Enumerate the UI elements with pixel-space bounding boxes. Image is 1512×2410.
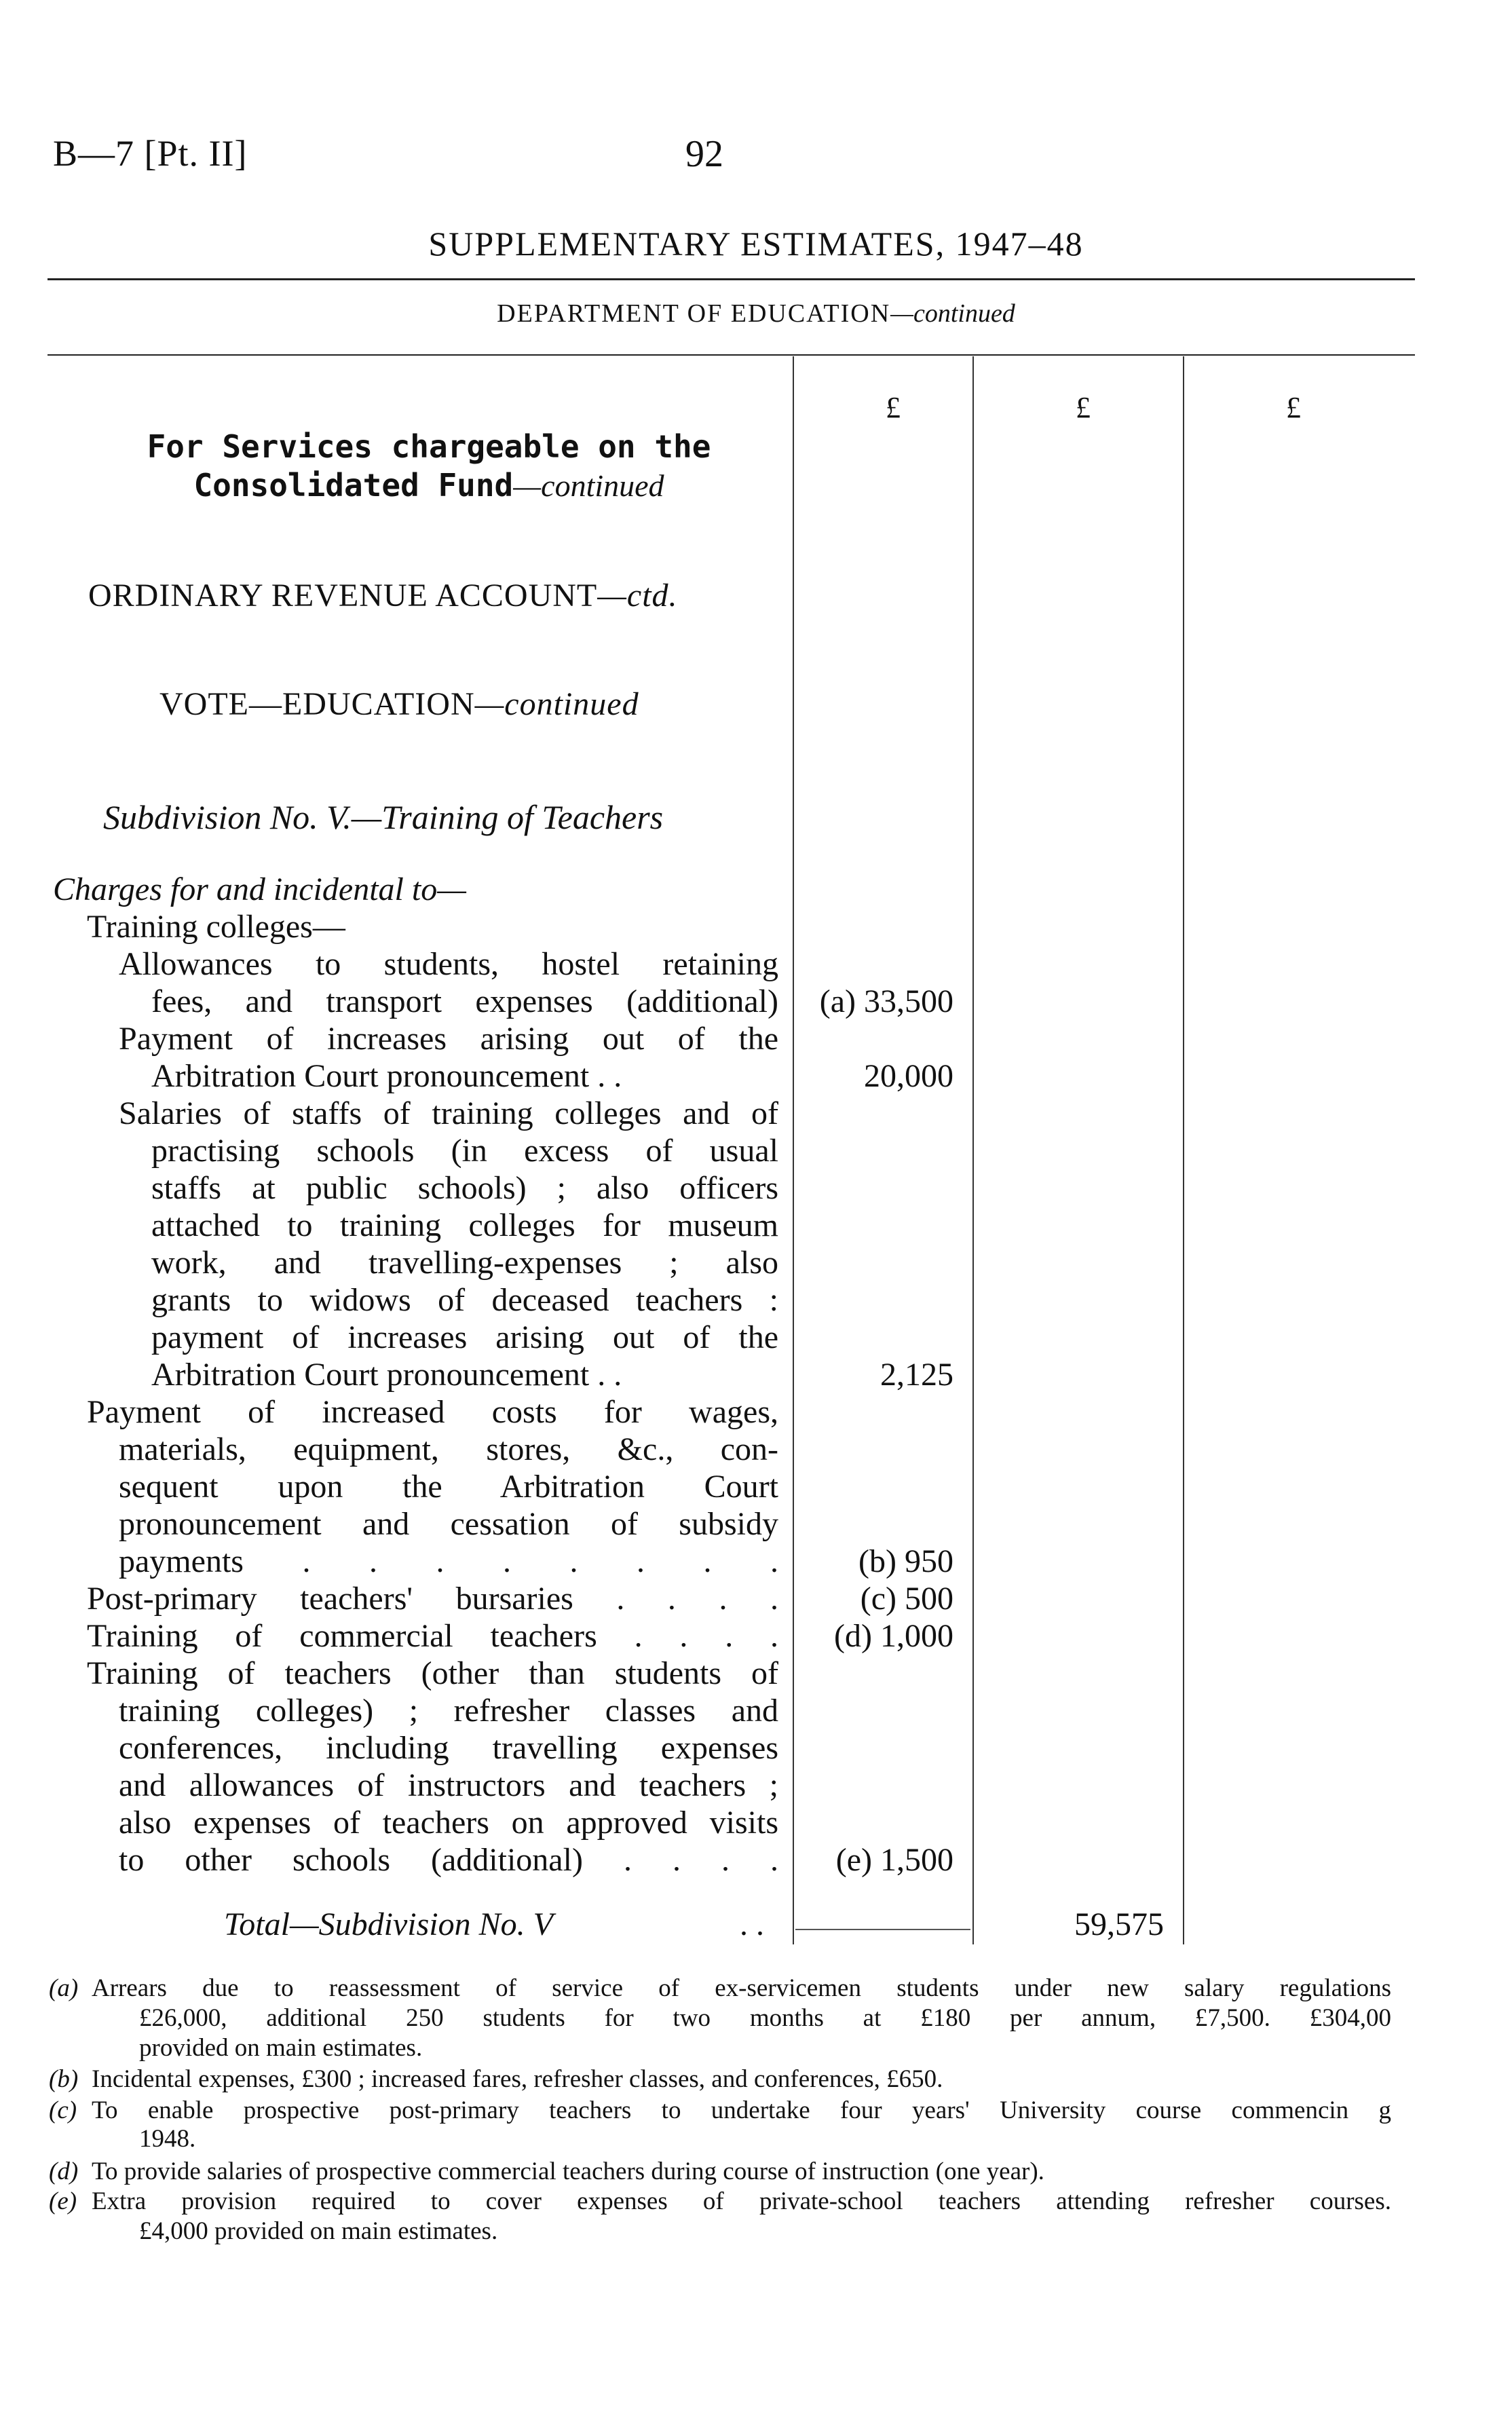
item-line: practising schools (in excess of usual — [151, 1133, 778, 1169]
department-name: DEPARTMENT OF EDUCATION — [497, 299, 891, 328]
item-line: and allowances of instructors and teachers ; — [119, 1767, 778, 1803]
services-suffix: —continued — [513, 468, 664, 503]
total-underline — [795, 1929, 970, 1930]
page-title: SUPPLEMENTARY ESTIMATES, 1947–48 — [428, 225, 1084, 263]
item-line: also expenses of teachers on approved visits — [119, 1805, 778, 1841]
subdivision-heading: Subdivision No. V.—Training of Teachers — [103, 798, 664, 836]
item-line: Payment of increased costs for wages, — [87, 1394, 778, 1430]
item-line: grants to widows of deceased teachers : — [151, 1282, 778, 1318]
item-line: sequent upon the Arbitration Court — [119, 1469, 778, 1505]
column-divider-3 — [1183, 356, 1184, 1944]
item-line: Training of teachers (other than students of — [87, 1655, 778, 1691]
vote-heading — [159, 685, 639, 723]
footnote-text: 1948. — [139, 2125, 196, 2153]
footnote-text: Extra provision required to cover expenses of private-school teachers attending refresher courses. — [92, 2187, 1391, 2215]
footnote-mark: (a) — [49, 1974, 79, 2002]
footnote-text: Arrears due to reassessment of service of ex-servicemen students under new salary regulations — [92, 1974, 1391, 2002]
account-heading — [88, 577, 678, 614]
footnote-mark: (d) — [49, 2158, 79, 2185]
amount-value: (b) 950 — [858, 1543, 953, 1579]
department-suffix: —continued — [890, 299, 1015, 328]
amount-value: (d) 1,000 — [834, 1618, 953, 1654]
item-line: Post-primary teachers' bursaries . . . . — [87, 1581, 778, 1617]
item-line: training colleges) ; refresher classes and — [119, 1693, 778, 1729]
item-line: Training of commercial teachers . . . . — [87, 1618, 778, 1654]
footnote-mark: (c) — [49, 2096, 77, 2124]
vote-suffix: —continued — [474, 686, 639, 722]
total-leader: . . — [740, 1906, 764, 1942]
column-divider-2 — [972, 356, 974, 1944]
amount-value: (a) 33,500 — [819, 983, 953, 1019]
item-line: Arbitration Court pronouncement . . — [151, 1357, 622, 1393]
item-line: work, and travelling-expenses ; also — [151, 1245, 778, 1281]
item-line: pronouncement and cessation of subsidy — [119, 1506, 778, 1542]
account-name: ORDINARY REVENUE ACCOUNT — [88, 578, 598, 614]
footnote-text: provided on main estimates. — [139, 2034, 423, 2062]
services-fund: Consolidated Fund — [193, 467, 514, 504]
account-suffix: —ctd. — [597, 578, 678, 614]
document-reference: B—7 [Pt. II] — [53, 133, 248, 174]
column-divider-1 — [793, 356, 794, 1944]
item-line: to other schools (additional) . . . . — [119, 1842, 778, 1878]
vote-name: VOTE—EDUCATION — [159, 686, 475, 722]
header-rule — [48, 278, 1415, 280]
total-value: 59,575 — [1074, 1906, 1164, 1942]
item-line: Allowances to students, hostel retaining — [119, 946, 778, 982]
footnote-mark: (b) — [49, 2065, 79, 2093]
footnote-text: To provide salaries of prospective commercial teachers during course of instruction (one year). — [92, 2158, 1044, 2185]
department-heading — [0, 299, 1512, 328]
services-line-1: For Services chargeable on the — [147, 428, 711, 465]
footnote-mark: (e) — [49, 2187, 77, 2215]
item-line: Salaries of staffs of training colleges and of — [119, 1095, 778, 1131]
footnote-text: £4,000 provided on main estimates. — [139, 2217, 498, 2245]
item-line: payment of increases arising out of the — [151, 1319, 778, 1355]
item-line: fees, and transport expenses (additional) — [151, 983, 778, 1019]
amount-value: (c) 500 — [860, 1581, 953, 1617]
item-line: Charges for and incidental to— — [53, 871, 466, 907]
footnote-text: To enable prospective post-primary teachers to undertake four years' University course commencin g — [92, 2096, 1391, 2124]
item-line: conferences, including travelling expenses — [119, 1730, 778, 1766]
table-top-rule — [48, 354, 1415, 356]
item-line: Payment of increases arising out of the — [119, 1021, 778, 1057]
item-line: payments . . . . . . . . — [119, 1543, 778, 1579]
item-line: Arbitration Court pronouncement . . — [151, 1058, 622, 1094]
footnote-text: £26,000, additional 250 students for two months at £180 per annum, £7,500. £304,00 — [139, 2004, 1391, 2032]
item-line: staffs at public schools) ; also officers — [151, 1170, 778, 1206]
footnote-text: Incidental expenses, £300 ; increased fares, refresher classes, and conferences, £650. — [92, 2065, 943, 2093]
currency-header-3: £ — [1286, 391, 1301, 424]
currency-header-2: £ — [1076, 391, 1091, 424]
item-line: Training colleges— — [87, 909, 345, 945]
services-line-2 — [117, 466, 741, 505]
services-heading — [117, 428, 741, 505]
item-line: attached to training colleges for museum — [151, 1207, 778, 1243]
total-label: Total—Subdivision No. V — [224, 1906, 553, 1942]
amount-value: 2,125 — [880, 1357, 953, 1393]
currency-header-1: £ — [886, 391, 901, 424]
amount-value: (e) 1,500 — [835, 1842, 953, 1878]
item-line: materials, equipment, stores, &c., con- — [119, 1431, 778, 1467]
page-number: 92 — [685, 133, 723, 175]
amount-value: 20,000 — [864, 1058, 953, 1094]
